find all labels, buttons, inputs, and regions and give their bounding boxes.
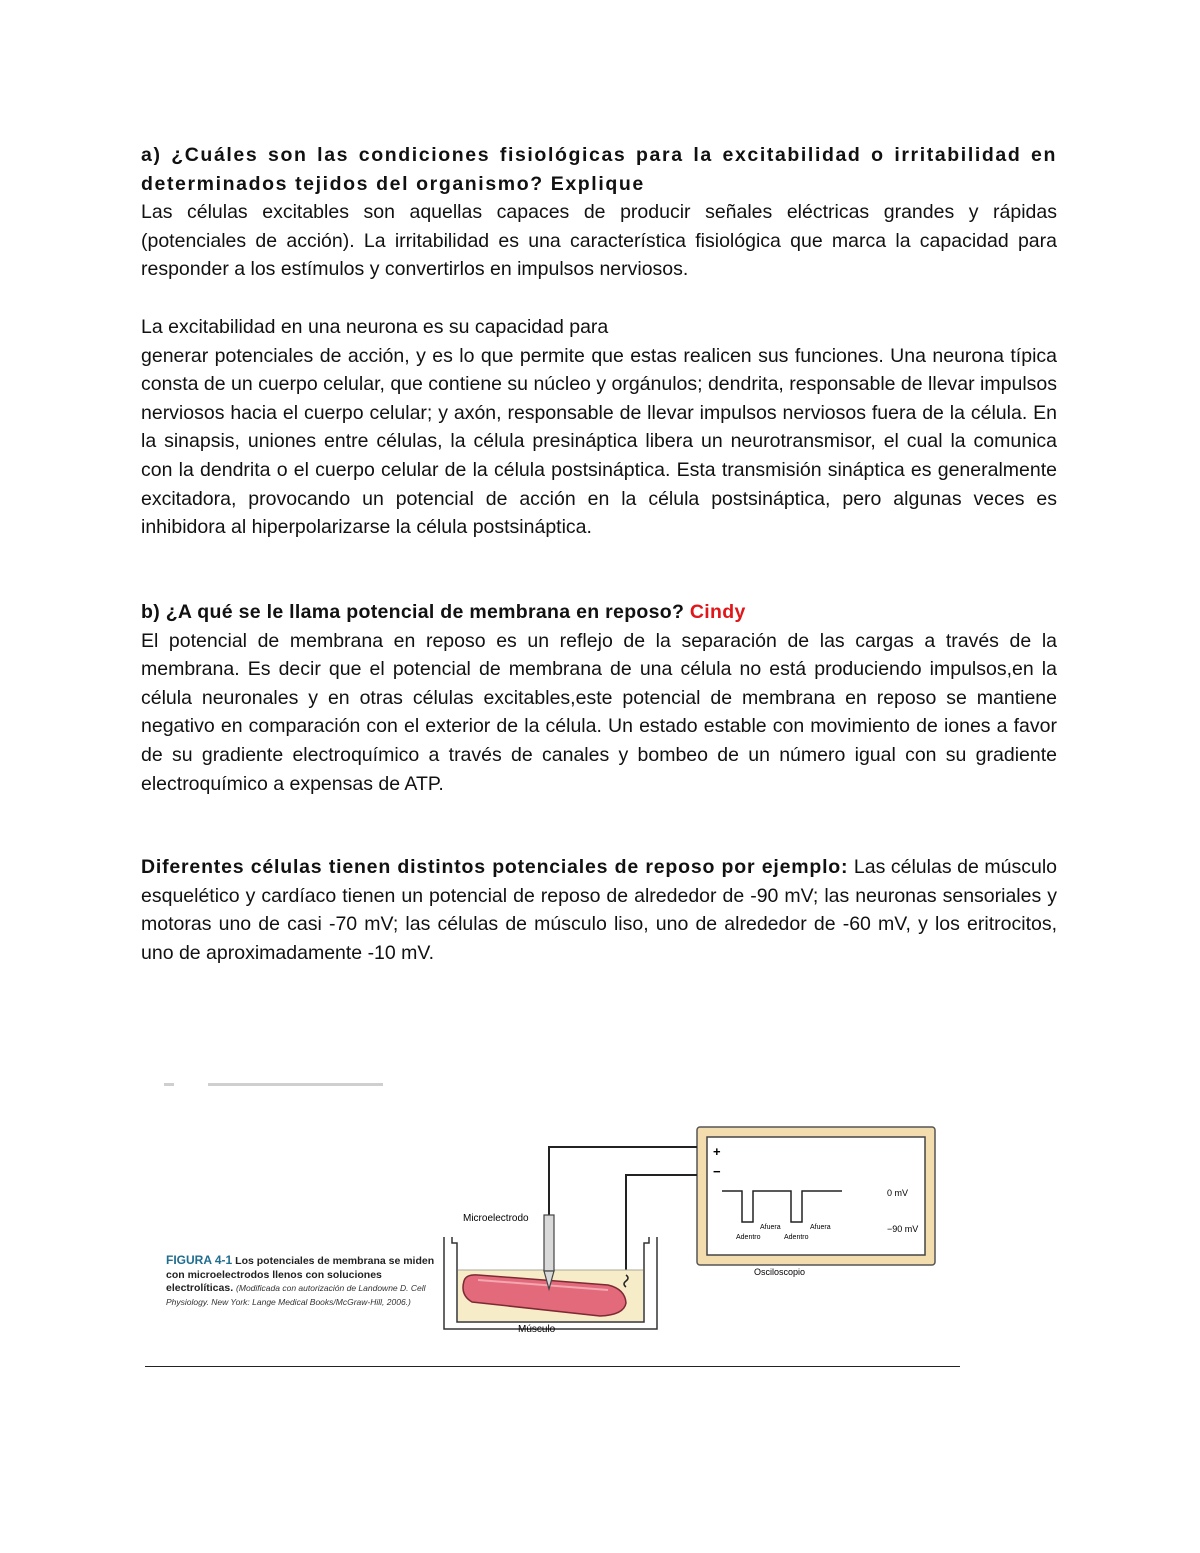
paragraph-a2: generar potenciales de acción, y es lo que permite que estas realicen sus funciones. Una neurona típica consta de un cuerpo celular, que contiene su núcleo y orgánulos; dendrita, responsable de llevar impulsos nerviosos hacia el cuerpo celular; y axón, responsable de llevar impulsos nerviosos fuera de la célula. En la sinapsis, uniones entre células, la célula presináptica libera un neurotransmisor, el cual la comunica con la dendrita o el cuerpo celular de la célula postsináptica. Esta transmisión sináptica es generalmente excitadora, provocando un potencial de acción en la célula postsináptica, pero algunas veces es inhibidora al hiperpolarizarse la célula postsináptica.: [141, 344, 1057, 539]
label-afuera-1: Afuera: [760, 1224, 781, 1231]
muscle-label: Músculo: [518, 1324, 556, 1335]
question-a: a) ¿Cuáles son las condiciones fisiológicas para la excitabilidad o irritabilidad en determinados tejidos del organismo? Explique: [141, 144, 1057, 195]
paragraph-a1: Las células excitables son aquellas capaces de producir señales eléctricas grandes y rápidas (potenciales de acción). La irritabilidad es una característica fisiológica que marca la capacidad para responder a los estímulos y convertirlos en impulsos nerviosos.: [141, 201, 1057, 281]
figure-source: (Modificada con autorización de Landowne D. Cell Physiology. New York: Lange Medical Books/McGraw-Hill, 2006.): [166, 1283, 426, 1307]
wire-microelectrode: [549, 1147, 697, 1215]
figure-title: Los potenciales de membrana se miden con microelectrodos llenos con soluciones electrolíticas.: [166, 1255, 435, 1294]
label-0mv: 0 mV: [887, 1188, 909, 1198]
label-adentro-2: Adentro: [784, 1234, 809, 1241]
label-adentro-1: Adentro: [736, 1234, 761, 1241]
label-minus90mv: −90 mV: [887, 1224, 919, 1234]
question-b: [141, 598, 1057, 627]
section-a-part2: [141, 313, 1057, 542]
microelectrode-label: Microelectrodo: [463, 1213, 529, 1224]
paragraph-c-lead: Diferentes células tienen distintos potenciales de reposo por ejemplo:: [141, 856, 849, 878]
paragraph-a2-first-line: La excitabilidad en una neurona es su capacidad para: [141, 316, 609, 338]
figure-number: FIGURA 4-1: [166, 1253, 233, 1267]
paragraph-c: [141, 853, 1057, 967]
oscilloscope-label: Osciloscopio: [754, 1267, 806, 1277]
wire-reference: [626, 1175, 697, 1275]
label-afuera-2: Afuera: [810, 1224, 831, 1231]
microelectrode: [544, 1215, 554, 1271]
author-name: Cindy: [689, 601, 746, 623]
plus-sign: +: [713, 1144, 721, 1159]
horizontal-rule: [145, 1366, 960, 1367]
section-b: [141, 598, 1057, 798]
minus-sign: −: [713, 1164, 721, 1179]
section-a: [141, 141, 1057, 284]
paragraph-c-text: Las células de músculo esquelético y cardíaco tienen un potencial de reposo de alrededor de -90 mV; las neuronas sensoriales y motoras uno de casi -70 mV; las células de músculo liso, uno de alrededor de -60 mV, y los eritrocitos, uno de aproximadamente -10 mV.: [141, 856, 1057, 964]
paragraph-b: El potencial de membrana en reposo es un reflejo de la separación de las cargas a través de la membrana. Es decir que el potencial de membrana de una célula no está produciendo impulsos,en la célula neuronales y en otras células excitables,este potencial de membrana en reposo se mantiene negativo en comparación con el exterior de la célula. Un estado estable con movimiento de iones a favor de su gradiente electroquímico a través de canales y bombeo de un número igual con su gradiente electroquímico a expensas de ATP.: [141, 629, 1057, 795]
figure-caption: [166, 1254, 446, 1309]
section-c: [141, 853, 1057, 967]
question-b-text: b) ¿A qué se le llama potencial de membrana en reposo?: [141, 601, 685, 623]
